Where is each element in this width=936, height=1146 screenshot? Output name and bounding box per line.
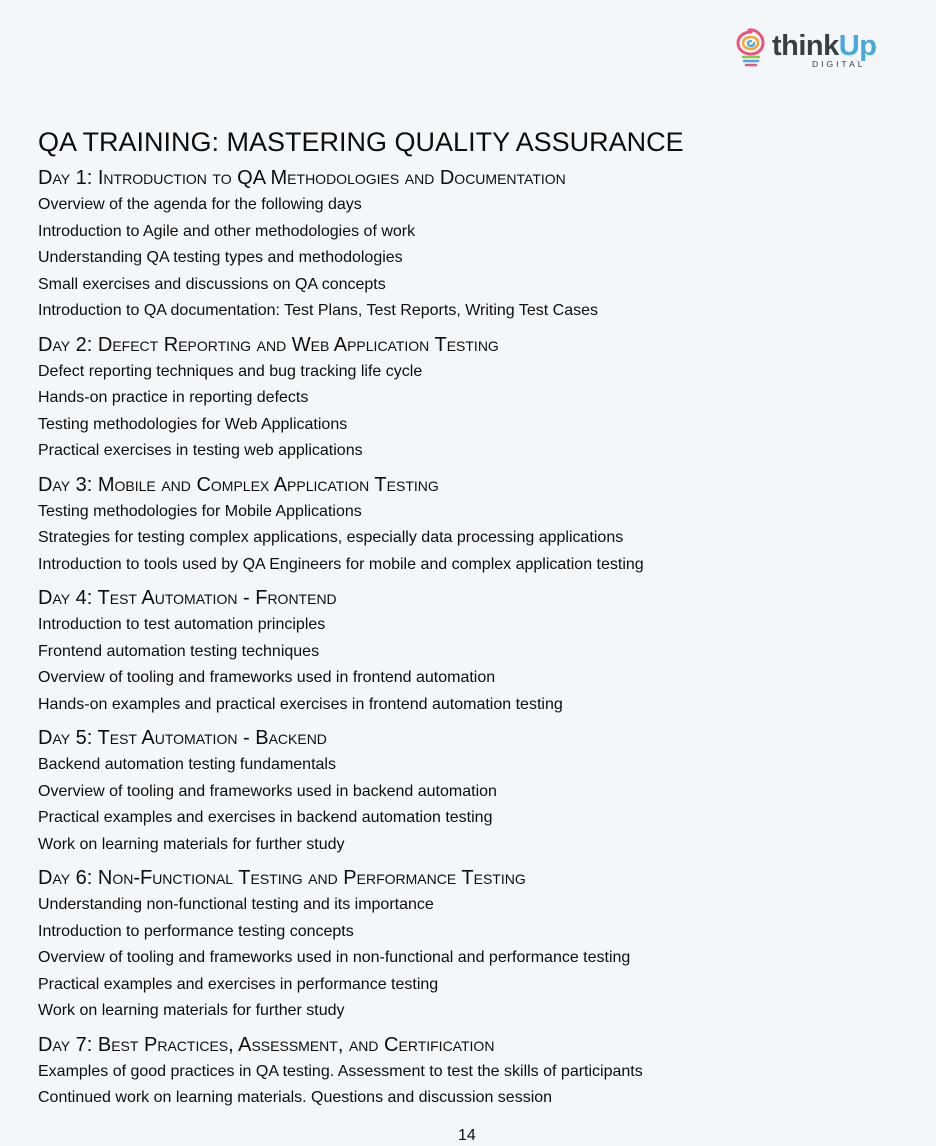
list-item: Introduction to QA documentation: Test Plans, Test Reports, Writing Test Cases (38, 302, 598, 319)
day-items-list (38, 612, 898, 718)
logo-subtitle: DIGITAL (812, 59, 866, 69)
day-items-list (38, 499, 898, 579)
day-2-section (38, 331, 898, 465)
day-items-list (38, 359, 898, 465)
list-item: Small exercises and discussions on QA concepts (38, 275, 386, 293)
page-number: 14 (458, 1127, 476, 1144)
day-title: Day 1: Introduction to QA Methodologies and Documentation (38, 167, 566, 189)
list-item: Introduction to performance testing concepts (38, 922, 354, 940)
spiral-logo-icon (734, 26, 768, 70)
document-body (38, 126, 898, 1112)
list-item: Hands-on practice in reporting defects (38, 389, 309, 406)
list-item: Practical examples and exercises in performance testing (38, 975, 439, 993)
list-item: Backend automation testing fundamentals (38, 756, 336, 773)
day-6-section (38, 864, 898, 1025)
day-title: Day 2: Defect Reporting and Web Application Testing (38, 333, 499, 356)
logo-word-think: think (772, 30, 839, 62)
list-item: Overview of the agenda for the following days (38, 196, 362, 213)
day-title: Day 3: Mobile and Complex Application Testing (38, 473, 439, 496)
thinkup-digital-logo (734, 26, 894, 70)
list-item: Overview of tooling and frameworks used in non-functional and performance testing (38, 949, 631, 966)
list-item: Examples of good practices in QA testing. Assessment to test the skills of participants (38, 1062, 643, 1080)
list-item: Practical examples and exercises in backend automation testing (38, 809, 493, 826)
logo-word-up: Up (838, 30, 877, 62)
day-title: Day 4: Test Automation - Frontend (38, 587, 337, 609)
day-items-list (38, 752, 898, 858)
list-item: Hands-on examples and practical exercises in frontend automation testing (38, 695, 563, 713)
list-item: Frontend automation testing techniques (38, 642, 320, 660)
day-1-section (38, 164, 898, 325)
day-7-section (38, 1031, 898, 1112)
list-item: Practical exercises in testing web applications (38, 442, 363, 459)
list-item: Overview of tooling and frameworks used in backend automation (38, 782, 497, 800)
list-item: Defect reporting techniques and bug tracking life cycle (38, 362, 423, 380)
list-item: Understanding non-functional testing and its importance (38, 896, 434, 913)
list-item: Continued work on learning materials. Questions and discussion session (38, 1089, 553, 1106)
document-title: QA TRAINING: MASTERING QUALITY ASSURANCE (38, 127, 684, 157)
logo-wordmark (772, 30, 876, 62)
list-item: Understanding QA testing types and methodologies (38, 249, 403, 266)
day-items-list (38, 1059, 898, 1112)
day-4-section (38, 584, 898, 718)
day-items-list (38, 892, 898, 1025)
day-items-list (38, 192, 898, 325)
list-item: Introduction to test automation principles (38, 616, 326, 633)
day-title: Day 5: Test Automation - Backend (38, 727, 327, 749)
day-title: Day 7: Best Practices, Assessment, and Certification (38, 1033, 495, 1056)
day-3-section (38, 471, 898, 579)
day-title: Day 6: Non-Functional Testing and Performance Testing (38, 867, 526, 889)
list-item: Strategies for testing complex applications, especially data processing applications (38, 529, 624, 546)
list-item: Overview of tooling and frameworks used in frontend automation (38, 669, 496, 686)
list-item: Testing methodologies for Mobile Applications (38, 502, 362, 520)
list-item: Introduction to Agile and other methodologies of work (38, 222, 416, 240)
list-item: Work on learning materials for further study (38, 1002, 345, 1019)
list-item: Work on learning materials for further study (38, 835, 345, 853)
list-item: Testing methodologies for Web Applications (38, 415, 348, 433)
list-item: Introduction to tools used by QA Engineers for mobile and complex application testing (38, 555, 644, 573)
day-5-section (38, 724, 898, 858)
